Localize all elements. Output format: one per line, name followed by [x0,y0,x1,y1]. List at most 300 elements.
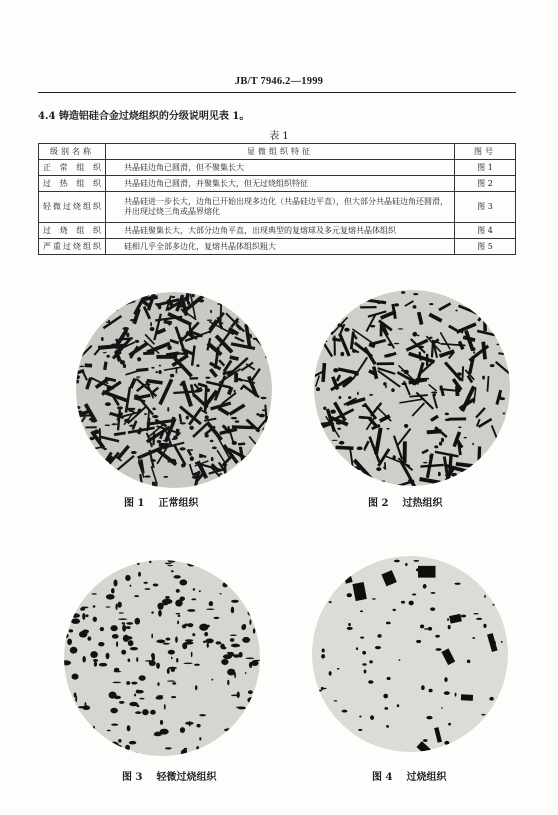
particle-shape [444,677,447,682]
particle-shape [211,484,215,487]
particle-shape [190,377,199,380]
particle-shape [233,390,235,393]
particle-shape [78,593,82,596]
particle-shape [128,658,131,662]
particle-shape [464,437,467,439]
section-text: 4.4 铸造铝硅合金过烧组织的分级说明见表 1。 [38,111,250,122]
particle-shape [360,610,363,612]
particle-shape [187,623,193,627]
particle-shape [106,653,110,659]
particle-shape [472,637,475,639]
row-level: 轻微过烧组织 [39,192,106,223]
row-fig: 图 3 [455,192,516,223]
particle-shape [241,480,261,488]
particle-shape [206,638,214,643]
particle-shape [332,584,334,587]
particle-shape [241,311,249,318]
figure-4-caption [372,768,446,783]
particle-shape [477,473,483,481]
particle-shape [175,636,178,642]
particle-shape [126,681,130,685]
particle-shape [248,710,250,714]
particle-shape [102,750,105,754]
particle-shape [159,365,162,367]
particle-shape [444,691,450,695]
particle-shape [207,319,213,320]
particle-shape [413,305,417,309]
particle-shape [350,482,356,484]
particle-shape [332,440,338,441]
particle-shape [137,705,140,708]
particle-shape [505,592,508,596]
particle-shape [428,689,432,693]
particle-shape [421,685,425,690]
particle-shape [162,600,168,605]
particle-shape [455,310,457,312]
particle-shape [221,659,228,665]
particle-shape [344,328,349,332]
particle-shape [186,416,189,420]
row-level: 过热组织 [39,176,106,192]
particle-shape [122,625,126,632]
particle-shape [384,707,388,710]
particle-shape [459,481,466,486]
particle-shape [250,752,257,756]
particle-shape [357,392,359,396]
particle-shape [207,643,209,648]
particle-shape [330,478,350,483]
particle-shape [206,609,215,610]
particle-shape [496,344,499,346]
particle-shape [376,467,381,471]
particle-shape [105,471,111,474]
particle-shape [418,566,435,578]
particle-shape [317,458,323,462]
particle-shape [364,447,366,450]
particle-shape [164,704,166,709]
particle-shape [264,338,272,341]
particle-shape [237,692,240,698]
particle-shape [230,638,235,642]
particle-shape [165,563,172,565]
particle-shape [420,624,424,628]
particle-shape [71,702,74,706]
particle-shape [436,648,442,651]
particle-shape [254,660,260,661]
figure-1-label: 正常组织 [158,498,199,509]
particle-shape [151,611,154,613]
particle-shape [109,692,117,699]
particle-shape [235,420,240,422]
particle-shape [144,588,150,590]
particle-shape [404,424,408,428]
particle-shape [76,330,82,336]
particle-shape [171,696,176,698]
particle-shape [79,631,87,638]
particle-shape [106,321,110,322]
particle-shape [70,647,78,654]
particle-shape [467,292,485,311]
particle-shape [487,460,503,474]
particle-shape [192,476,197,479]
particle-shape [252,754,258,756]
particle-shape [176,429,180,436]
particle-shape [189,426,193,430]
particle-shape [508,331,510,332]
particle-shape [83,741,92,745]
particle-shape [327,590,329,593]
particle-shape [224,728,233,731]
particle-shape [123,327,129,330]
particle-shape [466,293,474,303]
particle-shape [137,357,141,361]
particle-shape [423,584,427,589]
particle-shape [417,335,420,337]
particle-shape [359,716,361,718]
particle-shape [88,459,92,463]
particle-shape [231,417,237,419]
particle-shape [502,431,510,441]
particle-shape [445,475,447,476]
particle-shape [328,721,331,723]
particle-shape [106,594,115,600]
particle-shape [110,708,118,714]
particle-shape [481,714,485,716]
particle-shape [237,482,246,486]
particle-shape [492,326,497,329]
particle-shape [119,296,121,298]
particle-shape [468,472,470,475]
particle-shape [423,739,428,742]
particle-shape [431,592,436,594]
particle-shape [260,397,266,399]
particle-shape [342,466,361,471]
particle-shape [183,663,192,665]
particle-shape [364,670,367,674]
particle-shape [134,694,136,697]
particle-shape [171,657,173,660]
particle-shape [118,739,121,743]
particle-shape [377,362,394,365]
particle-shape [124,419,130,423]
particle-shape [501,567,505,569]
particle-shape [231,478,249,488]
particle-shape [248,690,253,694]
particle-shape [398,328,404,329]
particle-shape [183,350,188,355]
particle-shape [196,746,199,750]
particle-shape [143,582,147,584]
particle-shape [130,585,132,587]
particle-shape [439,442,442,446]
particle-shape [234,373,238,383]
particle-shape [466,469,490,476]
particle-shape [115,604,117,610]
particle-shape [331,467,337,470]
particle-shape [244,473,256,488]
particle-shape [467,660,471,664]
particle-shape [369,394,373,396]
particle-shape [85,614,88,617]
particle-shape [468,477,487,481]
particle-shape [504,302,507,304]
particle-shape [92,593,97,595]
particle-shape [156,355,177,359]
particle-shape [452,556,457,560]
particle-shape [323,406,326,409]
particle-shape [387,677,391,680]
particle-shape [314,413,315,438]
particle-shape [500,290,506,294]
particle-shape [111,588,115,594]
header-desc: 显微组织特征 [106,144,455,160]
particle-shape [461,694,473,701]
particle-shape [265,333,271,350]
particle-shape [236,321,239,322]
figure-3-caption [122,768,216,783]
particle-shape [347,593,352,597]
particle-shape [121,650,126,655]
particle-shape [102,463,105,471]
particle-shape [136,657,138,662]
particle-shape [463,482,468,486]
particle-shape [205,434,209,438]
particle-shape [368,680,373,683]
particle-shape [339,396,342,399]
particle-shape [77,478,82,488]
particle-shape [176,367,178,373]
row-desc: 共晶硅进一步长大，边角已开始出现多边化（共晶硅边平直），但大部分共晶硅边角还圆滑，并出现过烧三角或晶界熔化 [106,192,455,223]
particle-shape [105,425,111,426]
particle-shape [85,363,93,367]
particle-shape [126,333,129,338]
particle-shape [262,427,268,432]
row-desc: 共晶硅聚集长大，大部分边角平直，出现典型的复熔球及多元复熔共晶体组织 [106,223,455,239]
particle-shape [500,739,505,742]
particle-shape [370,325,375,328]
header-level: 级别名称 [39,144,106,160]
particle-shape [342,710,348,713]
particle-shape [391,388,395,392]
particle-shape [126,626,131,629]
particle-shape [69,629,73,632]
particle-shape [185,639,193,641]
particle-shape [369,660,373,663]
particle-shape [159,443,169,447]
particle-shape [106,355,110,358]
particle-shape [265,430,269,434]
particle-shape [354,373,359,376]
particle-shape [128,640,134,646]
particle-shape [314,466,317,486]
particle-shape [245,672,247,674]
particle-shape [229,295,232,299]
particle-shape [265,297,269,299]
particle-shape [66,748,68,750]
particle-shape [151,634,153,639]
particle-shape [222,582,227,587]
particle-shape [320,476,344,486]
particle-shape [87,636,91,640]
particle-shape [180,447,186,450]
particle-shape [448,417,466,420]
row-level: 正常组织 [39,160,106,176]
micrograph-1-image [76,292,272,488]
particle-shape [386,725,389,728]
particle-shape [426,716,432,720]
particle-shape [451,473,457,477]
particle-shape [243,482,265,488]
particle-shape [314,475,318,482]
particle-shape [247,610,256,616]
particle-shape [168,650,175,655]
particle-shape [192,633,195,636]
particle-shape [322,688,326,689]
particle-shape [216,743,221,744]
particle-shape [321,654,325,658]
particle-shape [196,364,199,367]
particle-shape [362,651,366,655]
particle-shape [131,451,137,454]
particle-shape [270,456,272,460]
particle-shape [175,356,178,357]
particle-shape [488,467,499,486]
particle-shape [421,571,426,576]
particle-shape [503,413,506,415]
figure-2-caption [368,494,442,509]
particle-shape [347,627,353,630]
particle-shape [489,697,494,701]
particle-shape [134,618,140,625]
particle-shape [358,729,362,731]
particle-shape [394,303,399,306]
particle-shape [252,713,255,718]
particle-shape [329,601,332,603]
particle-shape [90,483,95,487]
particle-shape [465,298,470,301]
particle-shape [430,607,435,611]
particle-shape [84,574,90,580]
particle-shape [166,637,171,640]
particle-shape [187,561,195,567]
grade-table [38,143,516,255]
particle-shape [477,307,488,322]
particle-shape [498,434,510,449]
particle-shape [255,306,265,328]
particle-shape [172,682,176,685]
particle-shape [196,724,200,728]
particle-shape [333,368,338,372]
particle-shape [259,466,271,481]
particle-shape [208,487,212,488]
particle-shape [385,385,387,388]
particle-shape [67,602,75,604]
particle-shape [170,374,174,378]
particle-shape [110,625,117,631]
particle-shape [67,662,72,663]
particle-shape [429,303,433,305]
particle-shape [64,609,70,611]
particle-shape [337,668,340,670]
particle-shape [394,560,400,563]
particle-shape [405,563,407,566]
particle-shape [329,294,344,299]
particle-shape [131,682,137,685]
particle-shape [164,476,169,478]
particle-shape [239,379,244,381]
document-code: JB/T 7946.2—1999 [234,76,324,87]
particle-shape [205,377,210,379]
particle-shape [326,460,328,463]
particle-shape [468,472,477,486]
particle-shape [170,459,176,463]
particle-shape [199,624,208,631]
particle-shape [499,455,510,474]
particle-shape [388,343,393,346]
particle-shape [71,735,73,740]
particle-shape [473,613,479,614]
particle-shape [173,575,180,578]
particle-shape [213,617,219,619]
particle-shape [227,572,235,579]
particle-shape [87,455,91,472]
particle-shape [76,314,85,335]
particle-shape [316,387,320,391]
particle-shape [216,641,222,644]
particle-shape [483,313,487,331]
particle-shape [217,303,223,305]
particle-shape [129,741,136,745]
particle-shape [434,394,436,397]
particle-shape [386,622,391,625]
particle-shape [197,752,204,755]
particle-shape [222,647,227,650]
particle-shape [144,413,147,415]
table-row [39,223,516,239]
particle-shape [153,583,159,586]
particle-shape [362,663,366,665]
particle-shape [91,316,97,319]
particle-shape [485,572,488,574]
particle-shape [219,473,222,475]
particle-shape [136,376,140,377]
particle-shape [266,464,272,469]
particle-shape [182,624,187,628]
particle-shape [116,309,118,311]
particle-shape [258,471,262,473]
particle-shape [80,608,85,611]
particle-shape [455,693,457,697]
particle-shape [357,447,363,451]
table-title: 表 1 [269,131,289,142]
particle-shape [372,598,376,599]
particle-shape [93,617,97,622]
particle-shape [245,657,254,659]
particle-shape [227,680,229,686]
particle-shape [119,612,124,613]
micrograph-2-image [314,290,510,486]
particle-shape [134,595,139,597]
header-rule [38,92,516,93]
particle-shape [159,370,162,374]
particle-shape [264,297,268,299]
particle-shape [454,583,460,585]
particle-shape [78,706,85,708]
particle-shape [112,682,121,684]
particle-shape [160,720,163,725]
particle-shape [80,560,88,567]
particle-shape [375,646,381,649]
